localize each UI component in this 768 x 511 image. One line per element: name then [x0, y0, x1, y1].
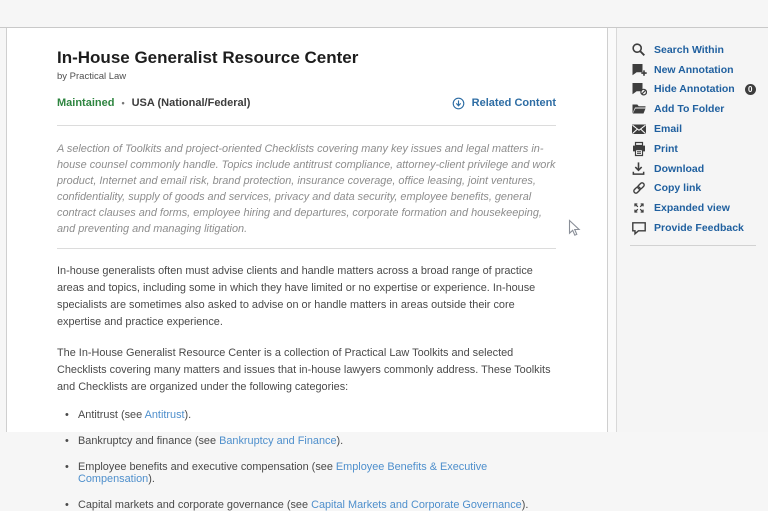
card-gutter	[608, 28, 616, 432]
list-item	[57, 461, 556, 485]
action-label: Expanded view	[654, 202, 730, 215]
bullet-text: Bankruptcy and finance (see	[78, 435, 220, 447]
action-label: Add To Folder	[654, 103, 725, 116]
jurisdiction-label: USA (National/Federal)	[131, 97, 251, 109]
circle-arrow-down-icon	[450, 95, 467, 111]
main-row	[0, 28, 768, 511]
document-card	[6, 28, 608, 511]
download-icon	[630, 161, 647, 177]
new-annotation-button[interactable]	[630, 60, 758, 80]
expand-icon	[630, 200, 647, 216]
print-button[interactable]	[630, 139, 758, 159]
action-label: New Annotation	[654, 63, 734, 76]
capital-markets-link[interactable]: Capital Markets and Corporate Governance	[311, 499, 522, 511]
document-abstract: A selection of Toolkits and project-oriented Checklists covering many key issues and legal matters in-house counsel commonly handle. Topics include antitrust compliance, attorney-client privilege and work product, Internet and email risk, brand protection, insurance coverage, office leasing, joint ventures, confidentiality, supply of goods and services, privacy and data security, employee benefits, general contract clauses and forms, employee hiring and departures, corporate formation and housekeeping, and preventing and managing litigation.	[57, 143, 556, 235]
hide-annotation-icon	[630, 81, 647, 97]
feedback-bubble-icon	[630, 220, 647, 236]
divider	[57, 248, 556, 249]
status-left	[57, 97, 250, 109]
search-within-button[interactable]	[630, 40, 758, 60]
top-strip	[0, 0, 768, 28]
sidebar-divider	[630, 245, 756, 246]
annotation-count-badge: 0	[745, 84, 756, 95]
bullet-text: Capital markets and corporate governance (see	[78, 499, 312, 511]
print-icon	[630, 141, 647, 157]
list-item	[57, 499, 556, 511]
status-row	[57, 95, 556, 111]
folder-icon	[630, 101, 647, 117]
bankruptcy-finance-link[interactable]: Bankruptcy and Finance	[219, 435, 337, 447]
divider	[57, 125, 556, 126]
status-separator: •	[121, 98, 125, 108]
copy-link-button[interactable]	[630, 179, 758, 199]
antitrust-link[interactable]: Antitrust	[144, 409, 185, 421]
bullet-text: Antitrust (see	[78, 409, 145, 421]
bullet-text: ).	[336, 435, 344, 447]
category-list	[57, 409, 556, 511]
status-badge: Maintained	[57, 97, 115, 109]
list-item	[57, 409, 556, 421]
action-label: Download	[654, 162, 705, 175]
action-label: Email	[654, 123, 683, 136]
action-label: Provide Feedback	[654, 222, 744, 235]
email-button[interactable]	[630, 119, 758, 139]
search-icon	[630, 42, 647, 58]
action-label: Search Within	[654, 43, 724, 56]
provide-feedback-button[interactable]	[630, 218, 758, 238]
link-icon	[630, 180, 647, 196]
email-icon	[630, 121, 647, 137]
action-label: Copy link	[654, 182, 702, 195]
body-paragraph-2: The In-House Generalist Resource Center is a collection of Practical Law Toolkits and selected Checklists covering many matters and issues that in-house lawyers commonly address. These Toolkits and Checklists are organized under the following categories:	[57, 347, 551, 393]
hide-annotation-button[interactable]	[630, 80, 758, 100]
page-title: In-House Generalist Resource Center	[57, 48, 359, 67]
related-content-link[interactable]	[450, 95, 556, 111]
action-label: Print	[654, 142, 678, 155]
actions-sidebar	[617, 28, 768, 432]
add-to-folder-button[interactable]	[630, 99, 758, 119]
related-content-label: Related Content	[471, 97, 556, 109]
new-annotation-icon	[630, 62, 647, 78]
expanded-view-button[interactable]	[630, 198, 758, 218]
bullet-text: ).	[184, 409, 192, 421]
body-paragraph-1: In-house generalists often must advise clients and handle matters across a broad range of practice areas and topics, including some in which they have limited or no expertise or experience. In-house specialists are sometimes also asked to advise on or handle matters in areas outside their core expertise and practice experience.	[57, 265, 536, 328]
action-label: Hide Annotation	[654, 83, 735, 96]
list-item	[57, 435, 556, 447]
bullet-text: Employee benefits and executive compensation (see	[78, 461, 336, 473]
employee-benefits-link[interactable]: Employee Benefits & Executive Compensation	[78, 461, 488, 485]
byline: by Practical Law	[57, 71, 127, 82]
bullet-text: ).	[521, 499, 529, 511]
bullet-text: ).	[148, 473, 155, 485]
download-button[interactable]	[630, 159, 758, 179]
